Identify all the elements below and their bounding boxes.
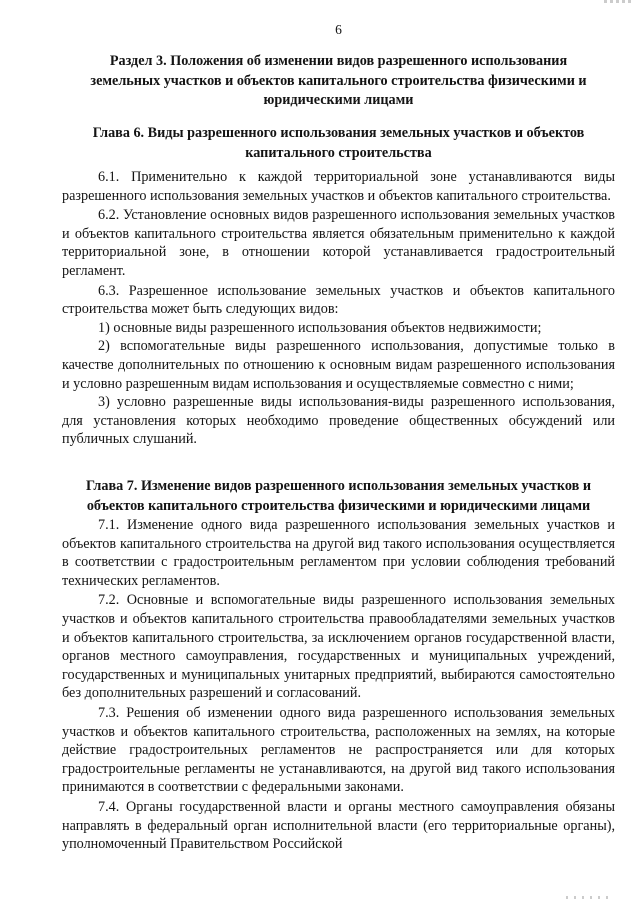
section-heading-line: земельных участков и объектов капитального строительства физическими и [90, 72, 587, 89]
paragraph-7-4: 7.4. Органы государственной власти и органы местного самоуправления обязаны направлять в федеральный орган исполнительной власти (его территориальные органы), уполномоченный Правительством Российской [62, 798, 615, 853]
chapter-6-heading [62, 124, 615, 163]
paragraph-7-3: 7.3. Решения об изменении одного вида разрешенного использования земельных участков и объектов капитального строительства, расположенных на землях, на которые действие градостроительных регламентов не распространяется или для которых градостроительные регламенты не устанавливаются, на другой вид такого использования принимаются в соответствии с федеральными законами. [62, 704, 615, 796]
chapter-7-heading [62, 477, 615, 516]
chapter-heading-line: Глава 6. Виды разрешенного использования земельных участков и объектов [92, 125, 585, 141]
paragraph-6-1: 6.1. Применительно к каждой территориальной зоне устанавливаются виды разрешенного использования земельных участков и объектов капитального строительства. [62, 169, 615, 204]
paragraph-6-2: 6.2. Установление основных видов разрешенного использования земельных участков и объектов капитального строительства является обязательным применительно к каждой территориальной зоне, в отношении которой устанавливается градостроительный регламент. [62, 207, 615, 279]
list-item-1: 1) основные виды разрешенного использования объектов недвижимости; [98, 319, 542, 336]
paragraph-7-1: 7.1. Изменение одного вида разрешенного использования земельных участков и объектов капитального строительства на другой вид такого использования осуществляется в соответствии с градостроительным регламентом при условии соблюдения требований технических регламентов. [62, 517, 615, 589]
list-item-3: 3) условно разрешенные виды использования-виды разрешенного использования, для установления которых необходимо проведение общественных обсуждений или публичных слушаний. [62, 394, 615, 448]
scan-artifact-bottom [566, 896, 612, 899]
chapter-heading-line: объектов капитального строительства физическими и юридическими лицами [86, 497, 591, 514]
chapter-7-body [62, 516, 615, 854]
paragraph-6-3: 6.3. Разрешенное использование земельных участков и объектов капитального строительства может быть следующих видов: [62, 282, 615, 318]
section-heading-line: Раздел 3. Положения об изменении видов разрешенного использования [109, 53, 568, 69]
section-heading-line: юридическими лицами [263, 92, 414, 108]
page-number: 6 [335, 22, 342, 37]
scan-artifact-top [604, 0, 634, 3]
chapter-heading-line: Глава 7. Изменение видов разрешенного использования земельных участков и [86, 478, 591, 494]
paragraph-7-2: 7.2. Основные и вспомогательные виды разрешенного использования земельных участков и объектов капитального строительства правообладателями земельных участков и объектов капитального строительства, за исключением органов государственной власти, органов местного самоуправления, государственных и муниципальных учреждений, государственных и муниципальных унитарных предприятий, выбираются самостоятельно без дополнительных разрешений и согласований. [62, 592, 615, 702]
list-item-2: 2) вспомогательные виды разрешенного использования, допустимые только в качестве дополнительных по отношению к основным видам разрешенного использования и условно разрешенным видам использования и осуществляемые совместно с ними; [62, 338, 615, 392]
chapter-heading-line: капитального строительства [245, 144, 432, 161]
chapter-6-body [62, 168, 615, 449]
section-3-heading [62, 52, 615, 111]
